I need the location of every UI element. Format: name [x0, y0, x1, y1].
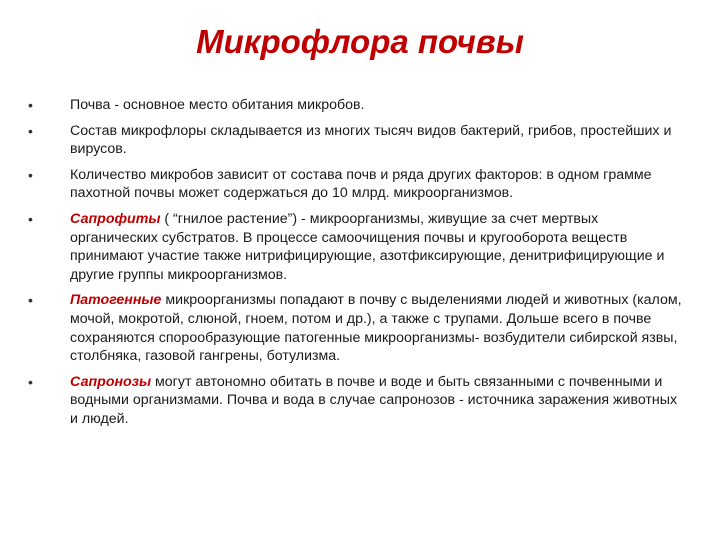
bullet-item-composition	[28, 122, 686, 159]
bullet-dot-icon: •	[28, 373, 33, 390]
bullet-text: Почва - основное место обитания микробов.	[70, 97, 365, 113]
bullet-text: микроорганизмы попадают в почву с выделениями людей и животных (калом, мочой, мокротой, слюной, гноем, потом и др.), а также с трупами. Дольше всего в почве сохраняются спорообразующие патогенные микроорганизмы- возбудители сибирской язвы, столбняка, газовой гангрены, ботулизма.	[70, 292, 682, 365]
bullet-item-sapronoses	[28, 373, 686, 429]
bullet-item-quantity	[28, 166, 686, 203]
keyword-pathogenic: Патогенные	[70, 292, 162, 309]
bullet-text: могут автономно обитать в почве и воде и быть связанными с почвенными и водными организмами. Почва и вода в случае сапронозов - источника заражения животных и людей.	[70, 373, 678, 427]
bullet-text: Количество микробов зависит от состава почв и ряда других факторов: в одном грамме пахотной почвы может содержаться до 10 млрд. микроорганизмов.	[70, 166, 652, 202]
bullet-text: Состав микрофлоры складывается из многих тысяч видов бактерий, грибов, простейших и вирусов.	[70, 122, 672, 158]
keyword-saprophytes: Сапрофиты	[70, 210, 161, 227]
bullet-dot-icon: •	[28, 97, 33, 113]
keyword-sapronoses: Сапронозы	[70, 373, 152, 390]
slide-title: Микрофлора почвы	[196, 23, 524, 60]
bullet-dot-icon: •	[28, 210, 33, 227]
bullet-item-saprophytes	[28, 210, 686, 284]
bullet-item-pathogenic	[28, 291, 686, 365]
bullet-dot-icon: •	[28, 292, 33, 309]
bullet-item-habitat	[28, 96, 686, 115]
bullet-list	[28, 96, 686, 436]
bullet-dot-icon: •	[28, 122, 33, 139]
bullet-dot-icon: •	[28, 166, 33, 183]
bullet-text: ( “гнилое растение”) - микроорганизмы, живущие за счет мертвых органических субстратов. В процессе самоочищения почвы и кругооборота веществ принимают участие также нитрифицирующие, азотфиксирующие, денитрифицирующие и другие группы микроорганизмов.	[70, 210, 665, 283]
